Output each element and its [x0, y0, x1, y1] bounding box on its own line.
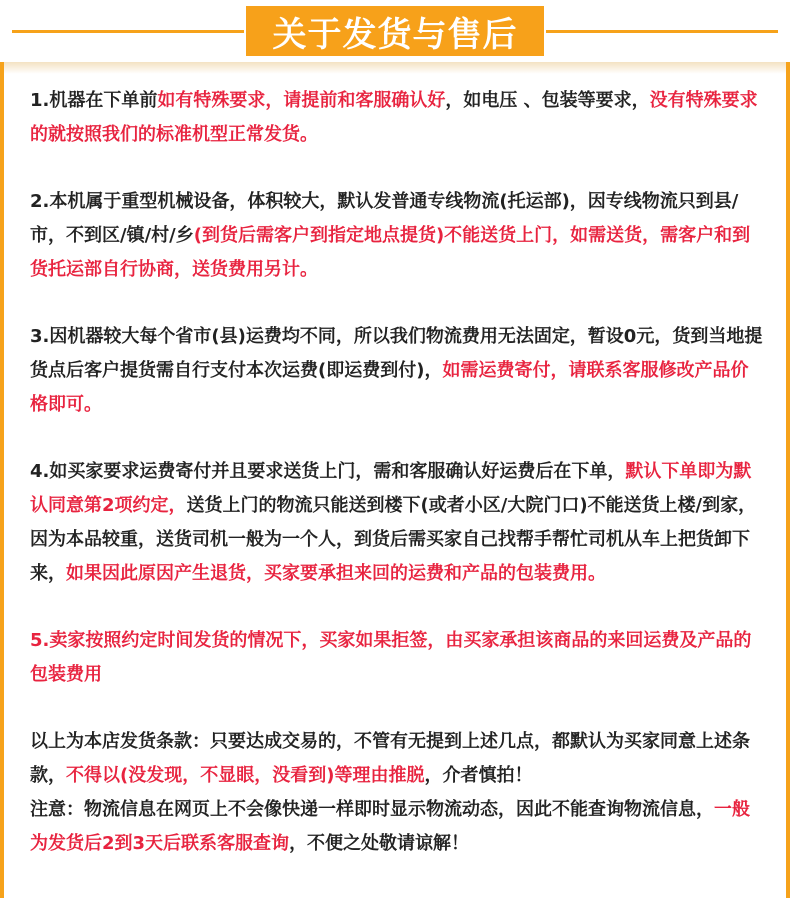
policy-paragraph [30, 320, 766, 422]
highlight-text: 5.卖家按照约定时间发货的情况下，买家如果拒签，由买家承担该商品的来回运费及产品的包装费用 [30, 630, 752, 685]
highlight-text: 一般为发货后2到3天后联系客服查询 [30, 799, 750, 854]
highlight-text: 如需运费寄付，请联系客服修改产品价格即可。 [30, 360, 749, 415]
body-text: 以上为本店发货条款：只要达成交易的，不管有无提到上述几点，都默认为买家同意上述条款， [30, 731, 750, 786]
body-text: 1.机器在下单前 [30, 90, 158, 111]
page-title: 关于发货与售后 [246, 6, 544, 56]
body-text: 4.如买家要求运费寄付并且要求送货上门，需和客服确认好运费后在下单， [30, 461, 626, 482]
highlight-text: (到货后需客户到指定地点提货)不能送货上门，如需送货，需客户和到货托运部自行协商，送货费用另计。 [30, 225, 751, 280]
highlight-text: 默认下单即为默认同意第2项约定， [30, 461, 752, 516]
highlight-text: 不得以(没发现，不显眼，没看到)等理由推脱 [66, 765, 425, 786]
policy-paragraph [30, 725, 766, 861]
body-text: ，介者慎拍！ [424, 765, 533, 786]
body-text: 注意：物流信息在网页上不会像快递一样即时显示物流动态，因此不能查询物流信息， [30, 799, 714, 820]
policy-content [30, 84, 766, 861]
policy-paragraph [30, 84, 766, 152]
header-banner [0, 0, 790, 62]
body-text: 3.因机器较大每个省市(县)运费均不同，所以我们物流费用无法固定，暂设0元，货到当地提货点后客户提货需自行支付本次运费(即运费到付)， [30, 326, 763, 381]
header-line-right [546, 30, 778, 33]
header-line-left [12, 30, 244, 33]
highlight-text: 如有特殊要求，请提前和客服确认好 [157, 90, 446, 111]
body-text: ，如电压 、包装等要求， [445, 90, 650, 111]
body-text: 送货上门的物流只能送到楼下(或者小区/大院门口)不能送货上楼/到家，因为本品较重，送货司机一般为一个人，到货后需买家自己找帮手帮忙司机从车上把货卸下来， [30, 495, 757, 584]
body-text: ，不便之处敬请谅解！ [289, 833, 470, 854]
highlight-text: 如果因此原因产生退货，买家要承担来回的运费和产品的包装费用。 [66, 563, 606, 584]
policy-paragraph [30, 624, 766, 692]
highlight-text: 没有特殊要求的就按照我们的标准机型正常发货。 [30, 90, 758, 145]
body-text: 2.本机属于重型机械设备，体积较大，默认发普通专线物流(托运部)，因专线物流只到县/市，不到区/镇/村/乡 [30, 191, 739, 246]
policy-paragraph [30, 455, 766, 591]
policy-paragraph [30, 185, 766, 287]
